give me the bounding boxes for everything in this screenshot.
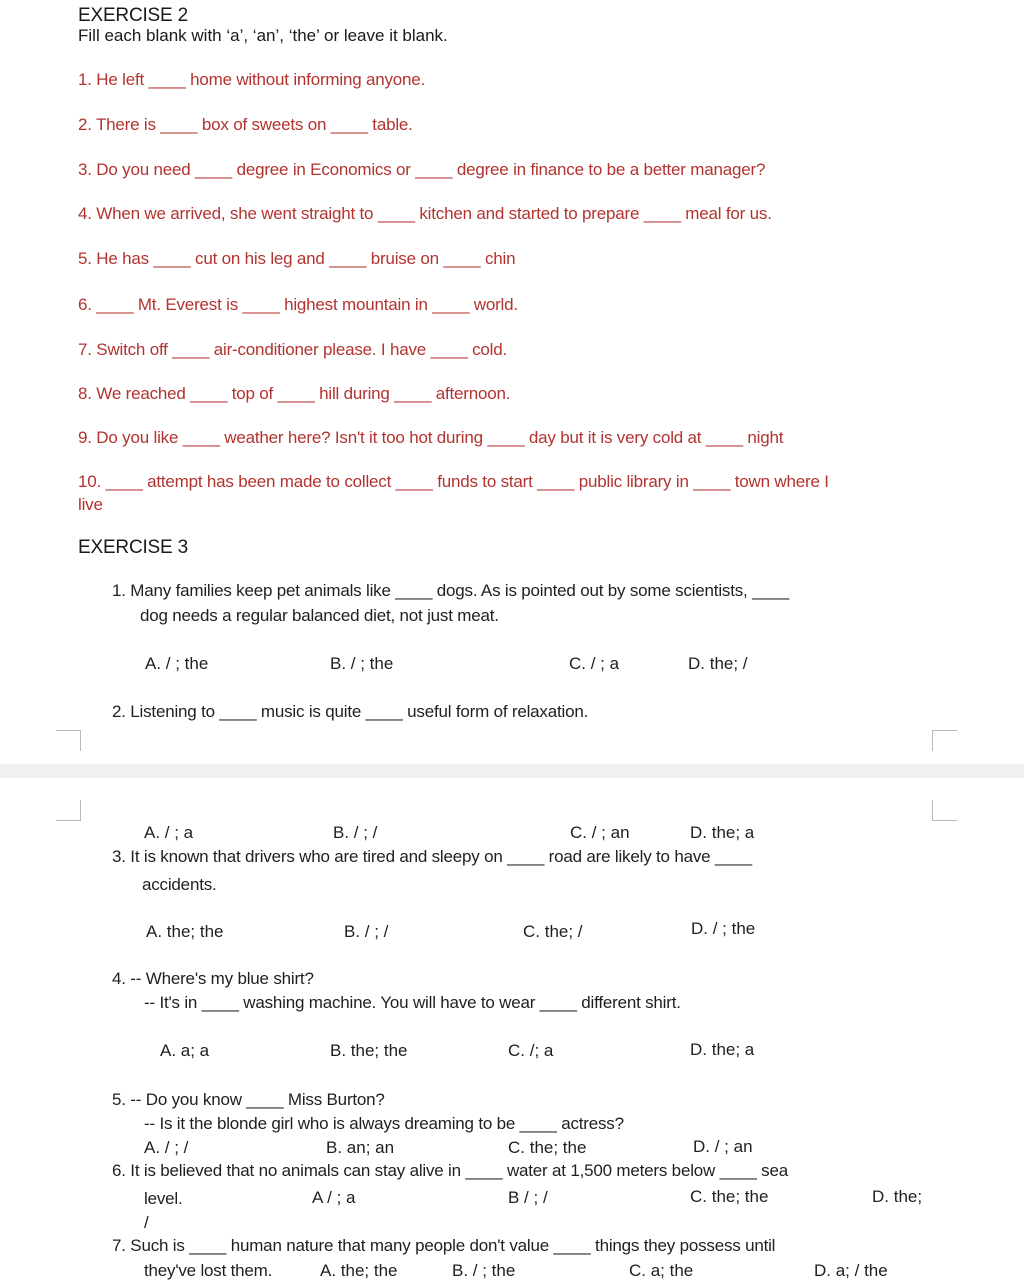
q5-line-2: -- Is it the blonde girl who is always dreaming to be ____ actress? <box>144 1114 624 1133</box>
crop-mark-top-right <box>932 730 957 751</box>
q2-option-c: C. / ; an <box>570 823 630 842</box>
ex2-item-4: 4. When we arrived, she went straight to ____ kitchen and started to prepare ____ meal for us. <box>78 204 772 223</box>
q4-option-c: C. /; a <box>508 1041 554 1060</box>
ex2-item-3: 3. Do you need ____ degree in Economics or ____ degree in finance to be a better manager? <box>78 160 766 179</box>
ex2-item-6: 6. ____ Mt. Everest is ____ highest mountain in ____ world. <box>78 295 518 314</box>
q4-line-2: -- It's in ____ washing machine. You will have to wear ____ different shirt. <box>144 993 681 1012</box>
q2-option-a: A. / ; a <box>144 823 194 842</box>
q4-option-a: A. a; a <box>160 1041 210 1060</box>
exercise-2-title: EXERCISE 2 <box>78 5 188 26</box>
ex2-item-7: 7. Switch off ____ air-conditioner please. I have ____ cold. <box>78 340 508 359</box>
q3-option-c: C. the; / <box>523 922 583 941</box>
q3-option-d: D. / ; the <box>691 919 756 938</box>
q7-line-1: 7. Such is ____ human nature that many people don't value ____ things they possess until <box>112 1236 776 1255</box>
q3-line-1: 3. It is known that drivers who are tired and sleepy on ____ road are likely to have ____ <box>112 847 752 866</box>
q4-option-b: B. the; the <box>330 1041 408 1060</box>
q6-option-c: C. the; the <box>690 1187 769 1206</box>
ex2-item-10: 10. ____ attempt has been made to collect ____ funds to start ____ public library in ____ town where I <box>78 472 829 491</box>
page-break-gap <box>0 764 1024 778</box>
q1-option-a: A. / ; the <box>145 654 209 673</box>
exercise-3-title: EXERCISE 3 <box>78 537 188 558</box>
q7-option-a: A. the; the <box>320 1261 398 1280</box>
ex2-item-5: 5. He has ____ cut on his leg and ____ bruise on ____ chin <box>78 249 516 268</box>
q1-option-d: D. the; / <box>688 654 748 673</box>
q7-option-c: C. a; the <box>629 1261 694 1280</box>
crop-mark-bottom-left <box>56 800 81 821</box>
ex2-item-10-continuation: live <box>78 495 103 514</box>
q6-line-2: level. <box>144 1189 183 1208</box>
crop-mark-bottom-right <box>932 800 957 821</box>
exercise-2-instruction: Fill each blank with ‘a’, ‘an’, ‘the’ or leave it blank. <box>78 26 448 45</box>
q1-option-c: C. / ; a <box>569 654 620 673</box>
q2-line-1: 2. Listening to ____ music is quite ____ useful form of relaxation. <box>112 702 589 721</box>
q5-option-c: C. the; the <box>508 1138 587 1157</box>
q6-option-b: B / ; / <box>508 1188 548 1207</box>
q4-line-1: 4. -- Where's my blue shirt? <box>112 969 314 988</box>
q1-option-b: B. / ; the <box>330 654 394 673</box>
q5-option-a: A. / ; / <box>144 1138 189 1157</box>
q6-option-d: D. the; <box>872 1187 923 1206</box>
q5-option-d: D. / ; an <box>693 1137 753 1156</box>
q7-line-2: they've lost them. <box>144 1261 273 1280</box>
q3-option-a: A. the; the <box>146 922 224 941</box>
ex2-item-1: 1. He left ____ home without informing anyone. <box>78 70 426 89</box>
q4-option-d: D. the; a <box>690 1040 755 1059</box>
q3-option-b: B. / ; / <box>344 922 389 941</box>
q3-line-2: accidents. <box>142 875 217 894</box>
q7-option-d: D. a; / the <box>814 1261 888 1280</box>
q5-option-b: B. an; an <box>326 1138 395 1157</box>
ex2-item-2: 2. There is ____ box of sweets on ____ table. <box>78 115 413 134</box>
crop-mark-top-left <box>56 730 81 751</box>
q5-line-1: 5. -- Do you know ____ Miss Burton? <box>112 1090 385 1109</box>
q2-option-d: D. the; a <box>690 823 755 842</box>
ex2-item-8: 8. We reached ____ top of ____ hill during ____ afternoon. <box>78 384 511 403</box>
q1-line-1: 1. Many families keep pet animals like ____ dogs. As is pointed out by some scientists, ____ <box>112 581 790 600</box>
q2-option-b: B. / ; / <box>333 823 378 842</box>
q6-line-1: 6. It is believed that no animals can stay alive in ____ water at 1,500 meters below ____ sea <box>112 1161 788 1180</box>
q6-option-d-wrap: / <box>144 1213 149 1232</box>
q1-line-2: dog needs a regular balanced diet, not just meat. <box>140 606 499 625</box>
ex2-item-9: 9. Do you like ____ weather here? Isn't it too hot during ____ day but it is very cold at ____ night <box>78 428 784 447</box>
q6-option-a: A / ; a <box>312 1188 356 1207</box>
q7-option-b: B. / ; the <box>452 1261 516 1280</box>
